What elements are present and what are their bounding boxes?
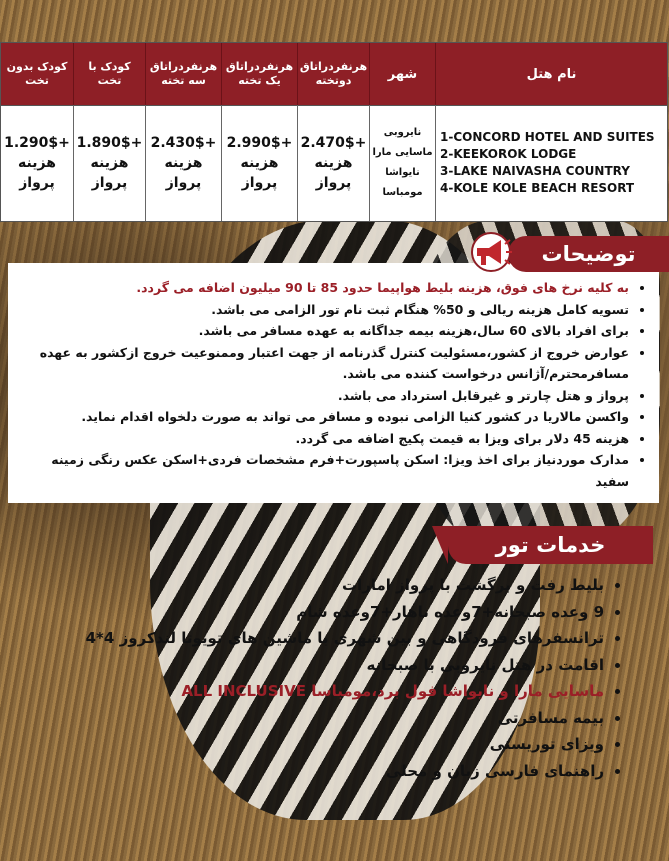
service-item: • اقامت در هتل نایروبی با صبحانه [0, 652, 604, 679]
services-title [448, 526, 653, 564]
header-city: شهر [369, 43, 435, 105]
cell-triple [145, 105, 221, 221]
notes-list [16, 277, 643, 492]
table-header [1, 43, 667, 106]
header-double: هرنفردراتاق دوتخته [297, 43, 369, 105]
services-list-box [0, 568, 640, 784]
city-name: نایواشا [385, 167, 420, 178]
service-item: • بلیط رفت و برگشت با پرواز امارات [0, 572, 604, 599]
note-item: • هزینه 45 دلار برای ویزا به قیمت پکیج اضافه می گردد. [16, 428, 629, 450]
header-hotel: نام هتل [435, 43, 667, 105]
service-item: • بیمه مسافرتی [0, 705, 604, 732]
price-table [0, 42, 668, 222]
flight-label: هزینه پرواز [90, 155, 129, 191]
service-item: • ویزای توریستی [0, 731, 604, 758]
note-item: • عوارض خروج از کشور،مسئولیت کنترل گذرنامه از جهت اعتبار وممنوعیت خروج ازکشور به عهده مسافرمحترم/آژانس درخواست کننده می باشد. [16, 342, 629, 385]
hotel-name: 3-LAKE NAIVASHA COUNTRY [440, 164, 630, 178]
price-child-nobed: 1.290$+ [4, 135, 70, 151]
flight-label: هزینه پرواز [314, 155, 353, 191]
megaphone-icon [465, 230, 513, 274]
flight-label: هزینه پرواز [18, 155, 56, 191]
header-child-nobed: کودک بدون تخت [6, 60, 68, 87]
services-list [0, 572, 622, 784]
note-item: • پرواز و هتل چارتر و غیرقابل استرداد می باشد. [16, 385, 629, 407]
city-name: مومباسا [382, 187, 423, 198]
header-single: هرنفردراتاق یک تخته [221, 43, 297, 105]
note-item: • برای افراد بالای 60 سال،هزینه بیمه جداگانه به عهده مسافر می باشد. [16, 320, 629, 342]
header-triple: هرنفردراتاق سه تخته [145, 43, 221, 105]
city-name: ماسایی مارا [372, 147, 433, 158]
price-triple: 2.430$+ [150, 135, 217, 151]
notes-box [8, 263, 659, 503]
cell-child-bed [73, 105, 145, 221]
note-item: • مدارک موردنیاز برای اخذ ویزا: اسکن پاسپورت+فرم مشخصات فردی+اسکن عکس رنگی زمینه سفید [16, 449, 629, 492]
header-child-bed: کودک با تخت [73, 43, 145, 105]
note-item: • واکسن مالاریا در کشور کنیا الزامی نبوده و مسافر می تواند به صورت دلخواه اقدام نماید. [16, 406, 629, 428]
cell-hotels [435, 105, 667, 221]
service-item: • راهنمای فارسی زبان و محلی [0, 758, 604, 785]
note-item: • به کلیه نرخ های فوق، هزینه بلیط هواپیما حدود 85 تا 90 میلیون اضافه می گردد. [16, 277, 629, 299]
price-child-bed: 1.890$+ [76, 135, 143, 151]
cell-double [297, 105, 369, 221]
notes-title: توضیحات [508, 236, 669, 272]
cell-cities [369, 105, 435, 221]
hotel-name: 1-CONCORD HOTEL AND SUITES [440, 130, 655, 144]
service-item: • ترانسفرهای فرودگاهی و بین شهری با ماشین های تویوتا لندکروز 4*4 [0, 625, 604, 652]
note-item: • تسویه کامل هزینه ریالی و 50% هنگام ثبت نام تور الزامی می باشد. [16, 299, 629, 321]
price-double: 2.470$+ [300, 135, 367, 151]
hotel-name: 2-KEEKOROK LODGE [440, 147, 577, 161]
flight-label: هزینه پرواز [240, 155, 279, 191]
hotel-name: 4-KOLE KOLE BEACH RESORT [440, 181, 635, 195]
service-item: • ماسایی مارا و نایواشا فول برد،مومباسا ALL INCLUSIVE [0, 678, 604, 705]
cell-child-nobed [1, 105, 73, 221]
price-single: 2.990$+ [226, 135, 293, 151]
flight-label: هزینه پرواز [164, 155, 203, 191]
city-name: نایروبی [383, 127, 422, 138]
service-item: • 9 وعده صبحانه+7وعده ناهار+7وعده شام [0, 599, 604, 626]
cell-single [221, 105, 297, 221]
services-title-text: خدمات تور [495, 533, 606, 557]
